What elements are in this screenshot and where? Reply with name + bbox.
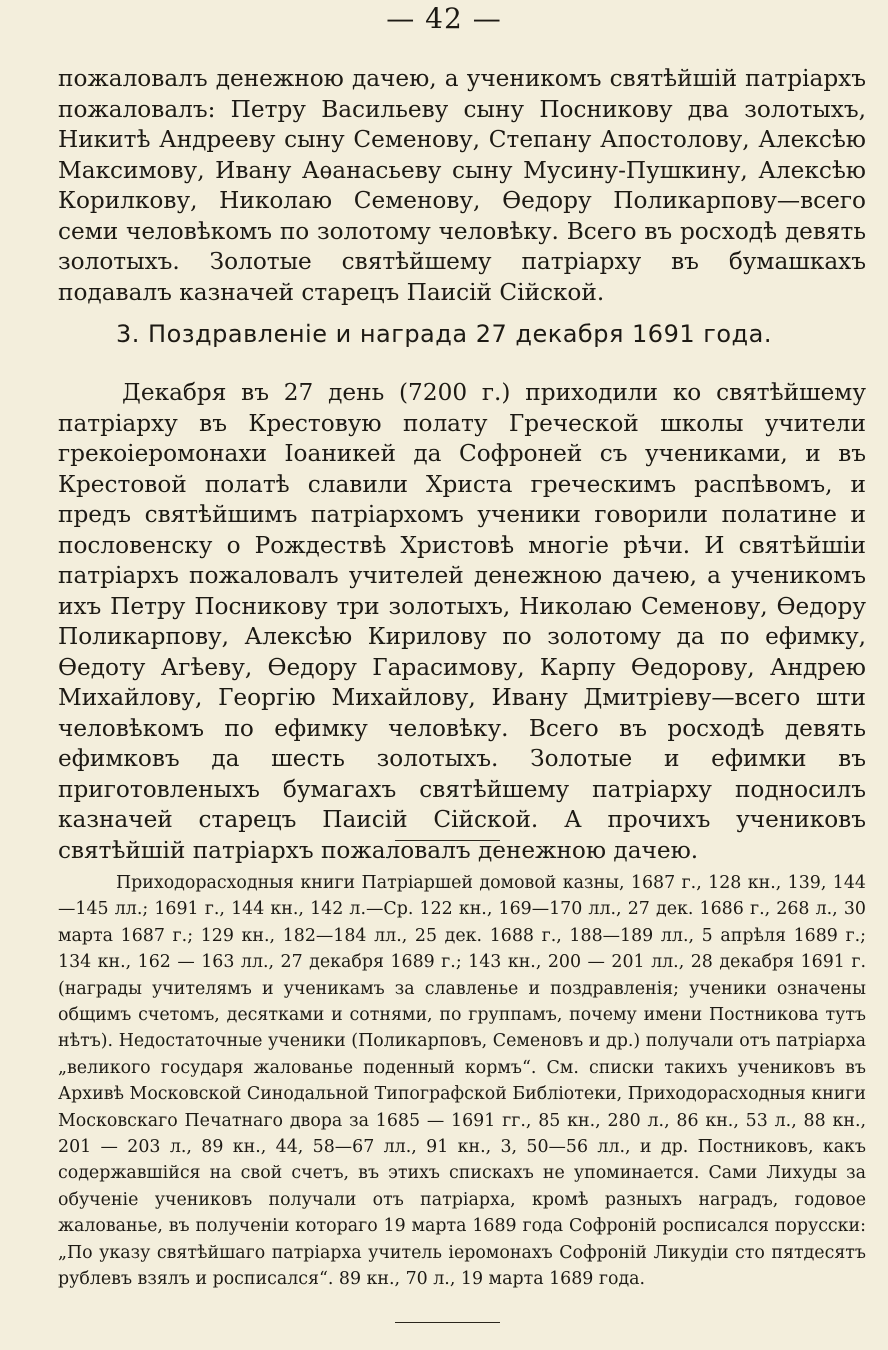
section-heading: 3. Поздравленіе и награда 27 декабря 1691 года. — [116, 320, 772, 348]
footnote — [58, 870, 866, 1293]
paragraph-continued — [58, 64, 866, 308]
paragraph-1-text: пожаловалъ денежною дачею, а ученикомъ святѣйшій патріархъ пожаловалъ: Петру Васильеву сыну Посникову два золотыхъ, Никитѣ Андрееву сыну Семенову, Степану Апостолову, Алексѣю Максимову, Ивану Аѳанасьеву сыну Мусину-Пушкину, Алексѣю Корилкову, Николаю Семенову, Ѳедору Поликарпову—всего семи человѣкомъ по золотому человѣку. Всего въ росходѣ девять золотыхъ. Золотые святѣйшему патріарху въ бумашкахъ подавалъ казначей старецъ Паисій Сійской. — [58, 65, 866, 306]
paragraph-main — [58, 378, 866, 866]
footnote-divider — [395, 840, 500, 841]
bottom-divider — [395, 1322, 500, 1323]
page-number: — 42 — — [386, 2, 502, 35]
paragraph-2-text: Декабря въ 27 день (7200 г.) приходили ко святѣйшему патріарху въ Крестовую полату Греческой школы учители грекоіеромонахи Іоаникей да Софроней съ учениками, и въ Крестовой полатѣ славили Христа греческимъ распѣвомъ, и предъ святѣйшимъ патріархомъ ученики говорили полатине и пословенску о Рождествѣ Христовѣ многіе рѣчи. И святѣйшіи патріархъ пожаловалъ учителей денежною дачею, а ученикомъ ихъ Петру Посникову три золотыхъ, Николаю Семенову, Ѳедору Поликарпову, Алексѣю Кирилову по золотому да по ефимку, Ѳедоту Агѣеву, Ѳедору Гарасимову, Карпу Ѳедорову, Андрею Михайлову, Георгію Михайлову, Ивану Дмитріеву—всего шти человѣкомъ по ефимку человѣку. Всего въ росходѣ девять ефимковъ да шесть золотыхъ. Золотые и ефимки въ приготовленыхъ бумагахъ святѣйшему патріарху подносилъ казначей старецъ Паисій Сійской. А прочихъ учениковъ святѣйшій патріархъ пожаловалъ денежною дачею. — [58, 379, 866, 864]
footnote-text: Приходорасходныя книги Патріаршей домовой казны, 1687 г., 128 кн., 139, 144—145 лл.; 1691 г., 144 кн., 142 л.—Ср. 122 кн., 169—170 лл., 27 дек. 1686 г., 268 л., 30 марта 1687 г.; 129 кн., 182—184 лл., 25 дек. 1688 г., 188—189 лл., 5 апрѣля 1689 г.; 134 кн., 162 — 163 лл., 27 декабря 1689 г.; 143 кн., 200 — 201 лл., 28 декабря 1691 г. (награды учителямъ и ученикамъ за славленье и поздравленія; ученики означены общимъ счетомъ, десятками и сотнями, по группамъ, почему имени Постникова тутъ нѣтъ). Недостаточные ученики (Поликарповъ, Семеновъ и др.) получали отъ патріарха „великого государя жалованье поденный кормъ“. См. списки такихъ учениковъ въ Архивѣ Московской Синодальной Типографской Библіотеки, Приходорасходныя книги Московскаго Печатнаго двора за 1685 — 1691 гг., 85 кн., 280 л., 86 кн., 53 л., 88 кн., 201 — 203 л., 89 кн., 44, 58—67 лл., 91 кн., 3, 50—56 лл., и др. Постниковъ, какъ содержавшійся на свой счетъ, въ этихъ спискахъ не упоминается. Сами Лихуды за обученіе учениковъ получали отъ патріарха, кромѣ разныхъ наградъ, годовое жалованье, въ полученіи котораго 19 марта 1689 года Софроній росписался порусски: „По указу святѣйшаго патріарха учитель іеромонахъ Софроній Ликудіи сто пятдесятъ рублевъ взялъ и росписался“. 89 кн., 70 л., 19 марта 1689 года. — [58, 873, 866, 1290]
